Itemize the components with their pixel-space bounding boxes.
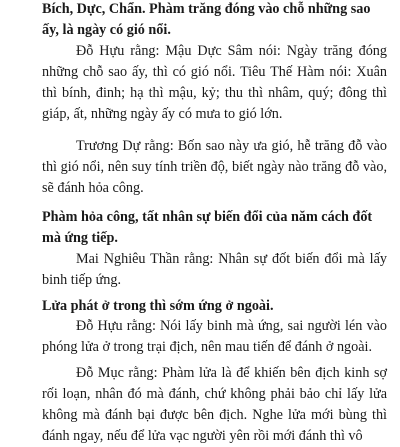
paragraph-8: Đỗ Mục rằng: Phàm lửa là để khiến bên địch kinh sợ rối loạn, nhân đó mà đánh, chứ không phải bảo chỉ lấy lửa không mà đánh bại được bên địch. Nghe lửa mới bùng thì đánh ngay, nếu để lửa vạc người yên rồi mới đánh thì vô — [42, 365, 387, 444]
paragraph-6-heading: Lửa phát ở trong thì sớm ứng ở ngoài. — [42, 298, 274, 314]
paragraph-7: Đỗ Hựu rằng: Nói lấy binh mà ứng, sai người lén vào phóng lửa ở trong trại địch, nên mau tiến để đánh ở ngoài. — [42, 318, 387, 355]
paragraph-4-heading: Phàm hỏa công, tất nhân sự biến đổi của năm cách đốt mà ứng tiếp. — [42, 209, 373, 246]
paragraph-3: Trương Dự rằng: Bốn sao này ưa gió, hễ trăng đỗ vào thì gió nổi, nên suy tính triền độ, biết ngày nào trăng đỗ vào, sẽ đánh hỏa công. — [42, 138, 387, 196]
paragraph-5: Mai Nghiêu Thần rằng: Nhân sự đốt biến đổi mà lấy binh tiếp ứng. — [42, 251, 387, 288]
paragraph-2: Đỗ Hựu rằng: Mậu Dực Sâm nói: Ngày trăng đóng những chỗ sao ấy, thì có gió nổi. Tiêu Thế Hàm nói: Xuân thì bính, đinh; hạ thì mậu, kỷ; thu thì nhâm, quý; đông thì giáp, ất, những ngày ấy có mưa to gió lớn. — [42, 43, 387, 122]
paragraph-1-heading: Bích, Dực, Chẩn. Phàm trăng đóng vào chỗ những sao ấy, là ngày có gió nổi. — [42, 1, 371, 38]
